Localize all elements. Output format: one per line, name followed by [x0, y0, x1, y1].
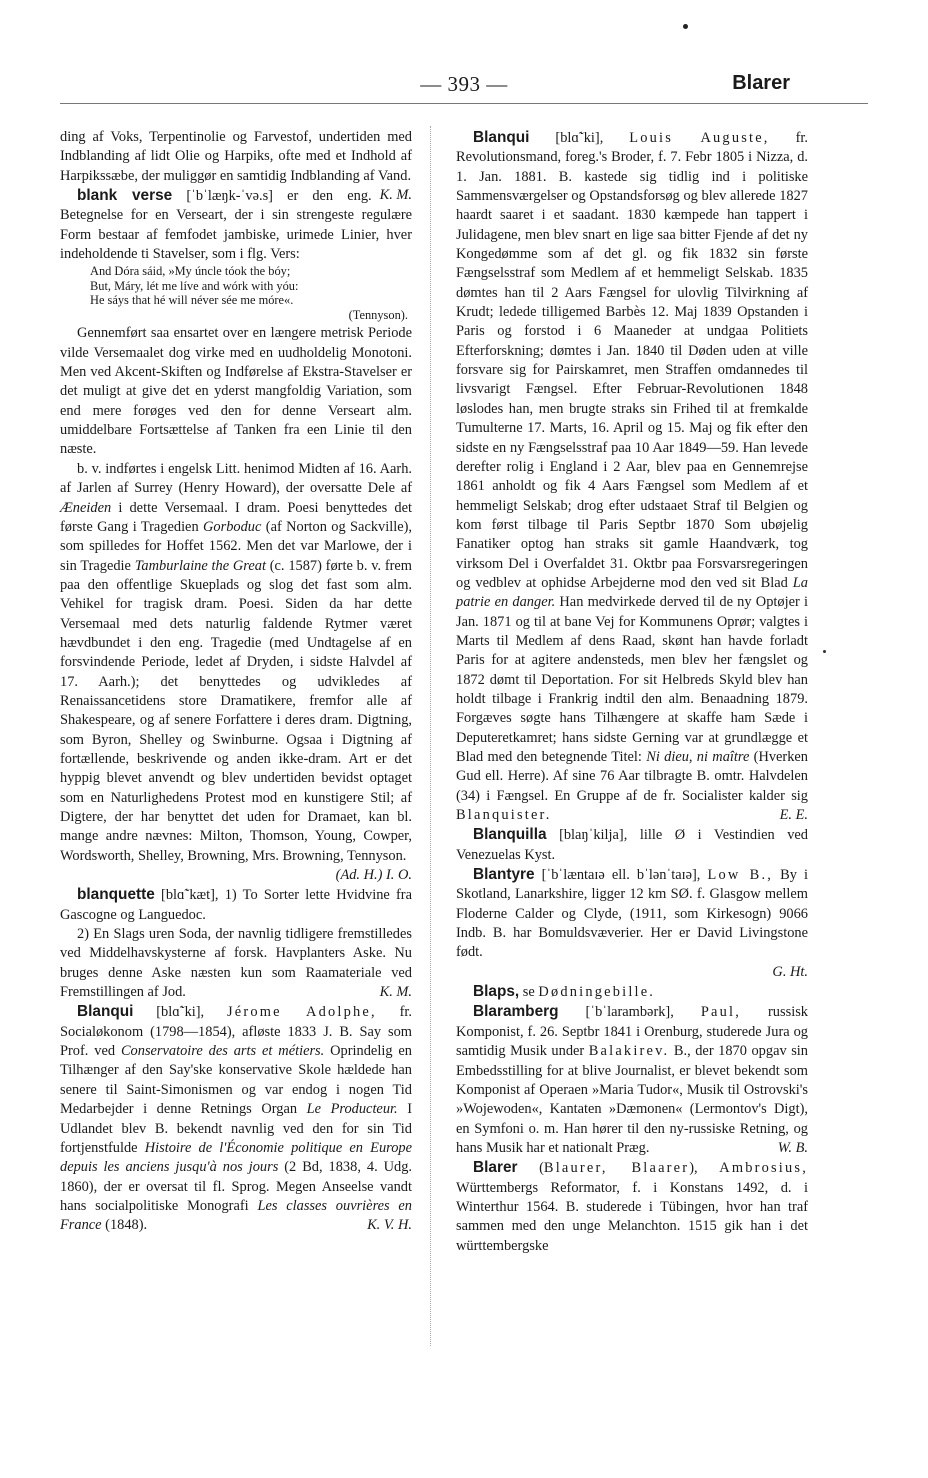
headword: Blanquilla: [473, 826, 547, 844]
headword: Blaps,: [473, 983, 520, 1001]
signature: G. Ht.: [772, 963, 808, 980]
headword: blanquette: [77, 886, 155, 904]
headword: Blantyre: [473, 866, 535, 884]
entry-continuation: ding af Voks, Terpentinolie og Farvestof, undertiden med Indblanding af lidt Olie og Harpiks, ofte med et Indhold af Harpikssæbe, der muliggør en samtidig Indblanding af Vand. K. M.: [60, 128, 412, 186]
entry-blanqui-louis: Blanqui [blɑ̃ˈki], Louis Auguste, fr. Revolutionsmand, foreg.'s Broder, f. 7. Febr 1805 i Nizza, d. 1. Jan. 1881. B. kastede sig tidlig ind i politiske Sammensværgelser og Opstandsforsøg og blev allerede 1827 haardt saaret i et saadant. 1830 kæmpede han tappert i Julidagene, men blev snart en lige saa bitter Fjende af det ny Kongedømme som af det gl. og fik 1832 sin første Fængselsstraf som Medlem af et hemmeligt Selskab. 1835 dømtes han til 2 Aars Fængsel for ulovlig Tilvirkning af Krudt; ledede tilligemed Barbès 12. Maj 1839 Opstanden i Paris og forstod i 6 Maaneder at undgaa Politiets Efterforskning; dømtes i Jan. 1840 til Døden uden at ville forsvare sig for Pairskamret, men Straffen omdannedes til livsvarigt Fængsel. Efter Februar-Revolutionen 1848 løslodes han, men brugte straks sin Frihed til at fremkalde Tumulterne 17. Marts, 16. April og 15. Maj og fik efter den sidste en ny Fængselsstraf paa 10 Aar 1849—59. Han levede derefter rolig i England i 2 Aar, blev paa en Gennemrejse 1861 anholdt og fik 4 Aars Fængsel som Medlem af et hemmeligt Selskab; drog efter udstaaet Straf til Belgien og kom først tilbage til Paris Septbr 1870 Som ubøjelig Fanatiker optog han straks sit gamle Haandværk, tog virksom Del i Overfaldet 31. Oktbr paa Forsvarsregeringen og vedblev at ophidse Arbejderne mod den ved sit Blad La patrie en danger. Han medvirkede derved til de ny Optøjer i Jan. 1871 og til at bane Vej for Kommunens Oprør; valgtes i Marts til Medlem af dens Raad, skønt han havde forladt Paris for at agitere andensteds, men blev her fængslet og 1872 dømt til Deportation. For sit Helbreds Skyld blev han holdt tilbage i Frankrig indtil den alm. Benaadning 1879. Forgæves søgte hans Tilhængere at skaffe ham Sæde i Deputeretkamret; hans sidste Gerning var at grundlægge et Blad med den betegnende Titel: Ni dieu, ni maître (Hverken Gud ell. Herre). Af sine 76 Aar tilbragte B. omtr. Halvdelen (34) i Fængsel. En Gruppe af de fr. Socialister kalder sig Blanquister. E. E.: [456, 128, 808, 825]
cross-reference: Dødningebille.: [538, 984, 656, 1001]
verse-quote: And Dóra sáid, »My úncle tóok the bóy; But, Máry, lét me líve and wórk with yóu: He sáys that hé will néver sée me móre«. (Tennyson).: [90, 264, 408, 322]
ink-dot: [823, 650, 826, 653]
ink-dot: [683, 24, 688, 29]
header-rule: [60, 103, 868, 104]
entry-blanqui-jerome: Blanqui [blɑ̃ˈki], Jérome Adolphe, fr. Socialøkonom (1798—1854), afløste 1833 J. B. Say som Prof. ved Conservatoire des arts et métiers. Oprindelig en Tilhænger af den Say'ske konservative Skole hældede han senere til Saint-Simonismen og var endog i nogen Tid Medarbejder i denne Retnings Organ Le Producteur. I Udlandet blev B. bekendt navnlig ved den for sin Tid fortjenstfulde Histoire de l'Économie politique en Europe depuis les anciens jusqu'à nos jours (2 Bd, 1838, 4. Udg. 1860), der er oversat til fl. Sprog. Megen Anseelse vandt hans socialpolitiske Monografi Les classes ouvrières en France (1848). K. V. H.: [60, 1002, 412, 1235]
signature: E. E.: [779, 807, 808, 824]
entry-blanquilla: Blanquilla [blaŋˈkilja], lille Ø i Vestindien ved Venezuelas Kyst.: [456, 826, 808, 863]
entry-blantyre: Blantyre [ˈbˈlæntaɪə ell. bˈlənˈtaɪə], Low B., By i Skotland, Lanarkshire, ligger 12 km SØ. f. Glasgow mellem Floderne Calder og Clyde, (1911, som Kirkesogn) 9066 Indb. B. har Bomuldsvæverier. Her er David Livingstone født.: [456, 866, 808, 961]
column-divider: [430, 126, 431, 1346]
paragraph: b. v. indførtes i engelsk Litt. henimod Midten af 16. Aarh. af Jarlen af Surrey (Henry Howard), der oversatte Dele af Æneiden i dette Versemaal. I dram. Poesi benyttedes det første Gang i Tragedien Gorboduc (af Norton og Sackville), som spilledes for Hoffet 1562. Men det var Marlowe, der i sin Tragedie Tamburlaine the Great (c. 1587) førte b. v. frem paa den offentlige Skueplads og slog det fast som alm. Vehikel for tragisk dram. Poesi. Siden da har dette Versemaal med dets naturlig faldende Rytmer været hævdbundet i den eng. Tragedie (med Undtagelse af en forsvindende Periode, ledet af Dryden, i sidste Halvdel af 17. Aarh.); det benyttedes og udvikledes af Renaissancetidens store Dramatikere, fremfor alle af Shakespeare, og af senere Forfattere i deres dram. Digtning, som Byron, Shelley og Swinburne. Ogsaa i Digtning af fortællende, beskrivende og anden ikke-dram. Art er det hyppig blevet anvendt og blev undertiden bevidst optaget som en Naturlighedens Protest mod en kunstigere Stil; af Digtere, der har benyttet det uden for Dramaet, kan bl. mange andre nævnes: Milton, Thomson, Young, Cowper, Wordsworth, Shelley, Browning, Mrs. Browning, Tennyson.: [60, 460, 413, 864]
page-header: [0, 0, 928, 110]
paragraph: 2) En Slags uren Soda, der navnlig tidligere fremstilledes ved Middelhavskysterne af forsk. Havplanters Aske. Nu bruges denne Aske næsten kun som Raamateriale ved Fremstillingen af Jod. K. M.: [60, 925, 412, 1002]
signature: K. M.: [379, 187, 412, 204]
entry-blaps: Blaps, se Dødningebille.: [473, 983, 656, 1001]
left-column: [60, 128, 412, 1236]
paragraph: Gennemført saa ensartet over en længere metrisk Periode vilde Versemaalet dog virke med en uudholdelig Monotoni. Men ved Akcent-Skiften og Indførelse af Ekstra-Stavelser er det muligt at give det en yderst mangfoldig Variation, som end mere forøges ved den for denne Verseart alm. umiddelbare Fortsættelse af Tanken fra een Linie til den næste.: [60, 325, 412, 458]
headword: Blarer: [473, 1159, 518, 1177]
headword: Blanqui: [473, 129, 530, 146]
entry-blanquette: blanquette [blɑ̃ˈkæt], 1) To Sorter lette Hvidvine fra Gascogne og Languedoc.: [60, 886, 412, 923]
entry-blarer: Blarer (Blaurer, Blaarer), Ambrosius, Württembergs Reformator, f. i Konstans 1492, d. i Winterthur 1564. B. studerede i Tübingen, hvor han traf sammen med den unge Melanchton. 1515 gik han i det württembergske: [456, 1159, 808, 1254]
signature: W. B.: [777, 1139, 808, 1156]
page-number: — 393 —: [420, 72, 508, 96]
signature: K. M.: [379, 984, 412, 1001]
quote-source: (Tennyson).: [348, 307, 408, 322]
headword: Blaramberg: [473, 1003, 559, 1021]
signature: (Ad. H.) I. O.: [335, 867, 412, 884]
headword: blank verse: [77, 187, 173, 205]
right-column: [456, 128, 808, 1256]
signature: K. V. H.: [367, 1217, 412, 1234]
entry-blaramberg: Blaramberg [ˈbˈlarambərk], Paul, russisk Komponist, f. 26. Septbr 1841 i Orenburg, studerede Jura og samtidig Musik under Balakirev. B., der 1870 opgav sin Embedsstilling for at blive Journalist, er blevet bekendt som Komponist af Operaen »Maria Tudor«, Musik til Ostrovski's »Wojewoden«, Kantaten »Dæmonen« (Lermontov's Digt), en Symfoni o. m. Han hører til den ny-russiske Retning, og hans Musik har et nationalt Præg. W. B.: [456, 1002, 808, 1158]
running-head: Blarer: [732, 72, 790, 94]
headword: Blanqui: [77, 1003, 134, 1021]
entry-blank-verse: blank verse [ˈbˈlæŋk-ˈvə.s] er den eng. Betegnelse for en Verseart, der i sin strengeste regulære Form bestaar af femfodet jambiske, urimede Linier, hver indeholdende ti Stavelser, som i flg. Vers:: [60, 187, 412, 263]
